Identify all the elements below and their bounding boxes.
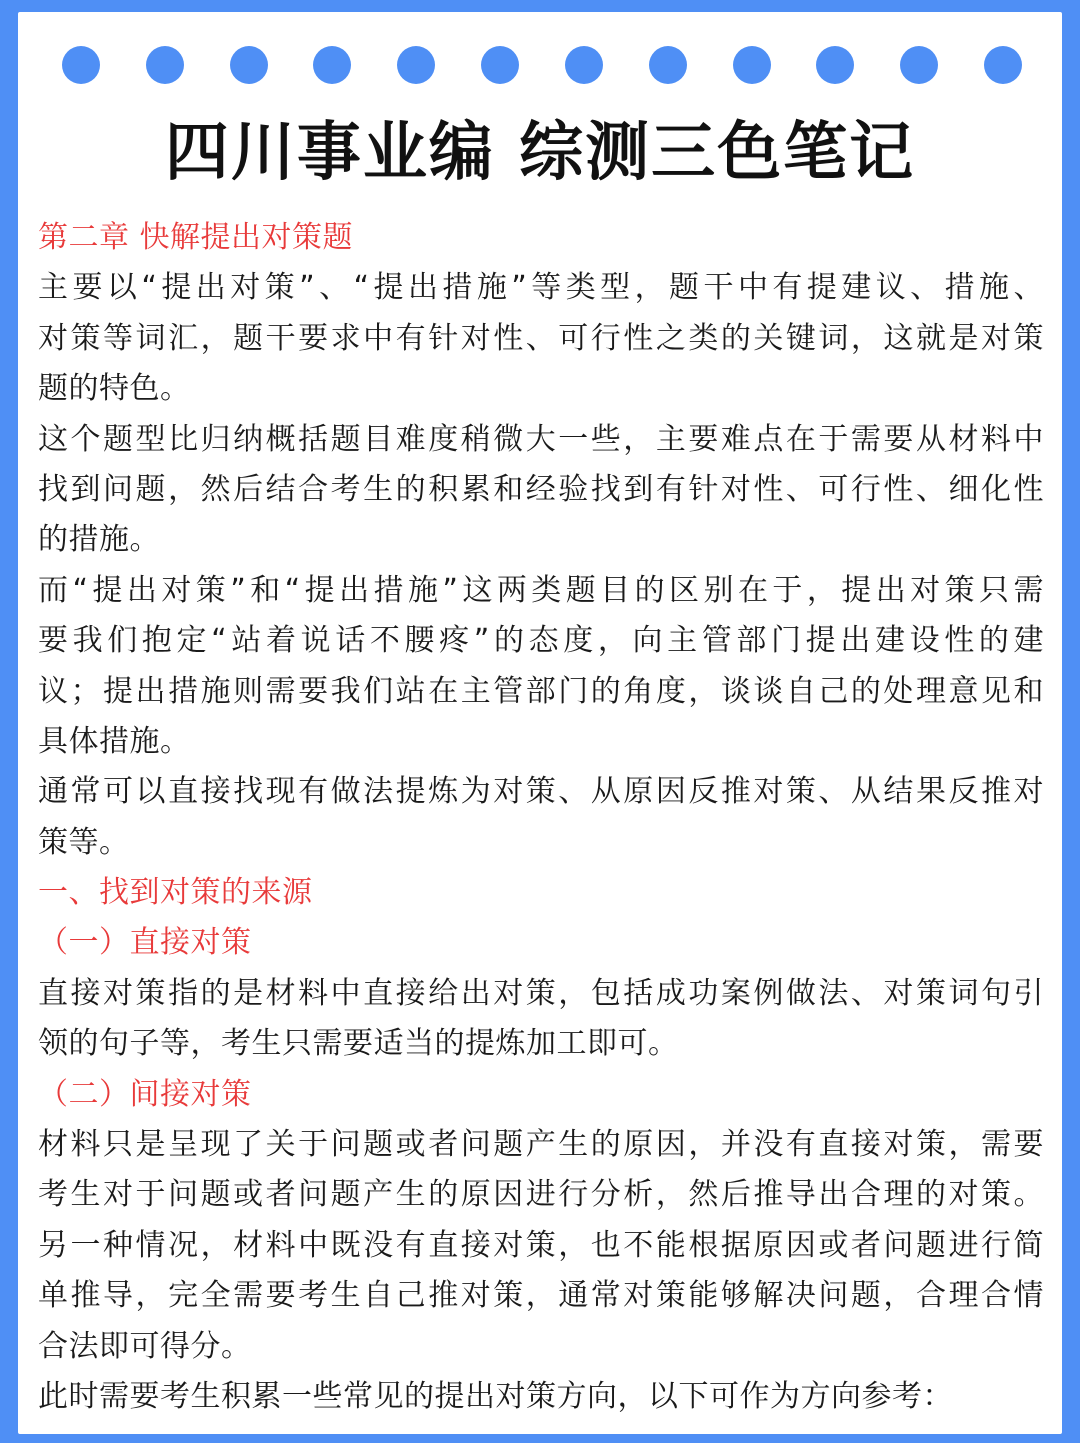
paragraph-line: 这个题型比归纳概括题目难度稍微大一些，主要难点在于需要从材料中 — [38, 421, 1044, 457]
page-title: 四川事业编 综测三色笔记 — [164, 116, 916, 190]
binding-dot-icon — [565, 46, 603, 84]
paragraph-line: 另一种情况，材料中既没有直接对策，也不能根据原因或者问题进行简 — [38, 1227, 1044, 1263]
paragraph-line: 材料只是呈现了关于问题或者问题产生的原因，并没有直接对策，需要 — [38, 1127, 1044, 1163]
binding-dot-icon — [397, 46, 435, 84]
binding-dot-icon — [313, 46, 351, 84]
binding-dots — [62, 46, 1022, 86]
paragraph-line: 此时需要考生积累一些常见的提出对策方向，以下可作为方向参考： — [38, 1378, 953, 1414]
paragraph-line: 题的特色。 — [38, 371, 191, 407]
paragraph-line: 领的句子等，考生只需要适当的提炼加工即可。 — [38, 1026, 679, 1062]
paragraph-line: 通常可以直接找现有做法提炼为对策、从原因反推对策、从结果反推对 — [38, 774, 1044, 810]
section-heading: （二）间接对策 — [38, 1076, 252, 1112]
binding-dot-icon — [481, 46, 519, 84]
binding-dot-icon — [230, 46, 268, 84]
paragraph-line: 主要以“提出对策”、“提出措施”等类型，题干中有提建议、措施、 — [38, 270, 1044, 306]
paragraph-line: 要我们抱定“站着说话不腰疼”的态度，向主管部门提出建设性的建 — [38, 623, 1044, 659]
binding-dot-icon — [733, 46, 771, 84]
section-heading: （一）直接对策 — [38, 925, 252, 961]
binding-dot-icon — [649, 46, 687, 84]
paragraph-line: 策等。 — [38, 824, 130, 860]
note-content — [38, 213, 1044, 1422]
paragraph-line: 具体措施。 — [38, 723, 191, 759]
paragraph-line: 单推导，完全需要考生自己推对策，通常对策能够解决问题，合理合情 — [38, 1278, 1044, 1314]
paragraph-line: 考生对于问题或者问题产生的原因进行分析，然后推导出合理的对策。 — [38, 1177, 1044, 1213]
paragraph-line: 找到问题，然后结合考生的积累和经验找到有针对性、可行性、细化性 — [38, 471, 1044, 507]
paragraph-line: 合法即可得分。 — [38, 1328, 252, 1364]
paragraph-line: 而“提出对策”和“提出措施”这两类题目的区别在于，提出对策只需 — [38, 572, 1044, 608]
paragraph-line: 的措施。 — [38, 522, 160, 558]
binding-dot-icon — [984, 46, 1022, 84]
binding-dot-icon — [62, 46, 100, 84]
binding-dot-icon — [146, 46, 184, 84]
paragraph-line: 直接对策指的是材料中直接给出对策，包括成功案例做法、对策词句引 — [38, 975, 1044, 1011]
paper-edge — [1062, 0, 1080, 1443]
binding-dot-icon — [900, 46, 938, 84]
section-heading: 一、找到对策的来源 — [38, 875, 313, 911]
paragraph-line: 议；提出措施则需要我们站在主管部门的角度，谈谈自己的处理意见和 — [38, 673, 1044, 709]
binding-dot-icon — [816, 46, 854, 84]
paragraph-line: 对策等词汇，题干要求中有针对性、可行性之类的关键词，这就是对策 — [38, 320, 1044, 356]
section-heading: 第二章 快解提出对策题 — [38, 220, 354, 255]
